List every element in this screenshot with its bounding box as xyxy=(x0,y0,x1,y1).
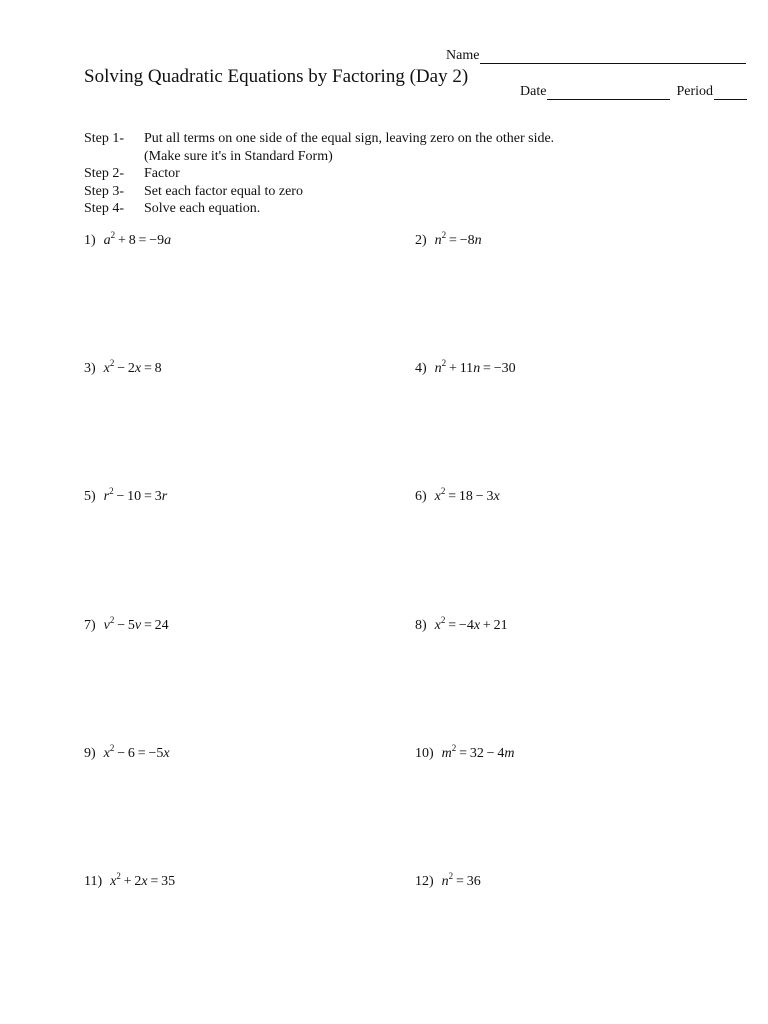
name-blank[interactable] xyxy=(480,49,746,64)
step-row xyxy=(84,183,554,201)
problem-number: 12) xyxy=(415,874,434,889)
problem-number: 9) xyxy=(84,746,96,761)
problem-4 xyxy=(415,358,516,377)
problem-equation: $n^2 + 11n = -30$ xyxy=(434,358,516,376)
problem-7 xyxy=(84,615,169,634)
problem-number: 2) xyxy=(415,233,427,248)
step-label: Step 2- xyxy=(84,166,125,181)
period-blank[interactable] xyxy=(714,85,747,100)
name-label: Name xyxy=(446,48,480,63)
problem-equation: $r^2 - 10 = 3r$ xyxy=(103,486,168,504)
step-text: Solve each equation. xyxy=(144,201,261,216)
step-label xyxy=(84,148,144,166)
problem-11 xyxy=(84,871,176,890)
problem-6 xyxy=(415,486,500,505)
step-text: Factor xyxy=(144,166,180,181)
date-blank[interactable] xyxy=(547,85,670,100)
worksheet-title: Solving Quadratic Equations by Factoring (Day 2) xyxy=(84,66,469,87)
date-period-fields xyxy=(520,84,747,100)
problem-5 xyxy=(84,486,168,505)
problem-number: 5) xyxy=(84,489,96,504)
instructions xyxy=(84,130,554,218)
problem-10 xyxy=(415,743,515,762)
step-row xyxy=(84,148,554,166)
problem-equation: $v^2 - 5v = 24$ xyxy=(103,615,169,633)
problem-equation: $x^2 - 6 = -5x$ xyxy=(103,743,170,761)
problem-equation: $x^2 = -4x + 21$ xyxy=(434,615,508,633)
step-text: Set each factor equal to zero xyxy=(144,183,303,199)
step-row xyxy=(84,165,554,183)
step-text: Put all terms on one side of the equal sign, leaving zero on the other side. xyxy=(144,131,555,146)
problem-number: 4) xyxy=(415,361,427,376)
period-label: Period xyxy=(676,84,713,99)
problem-number: 1) xyxy=(84,233,96,248)
name-field[interactable] xyxy=(446,48,746,64)
problem-equation: $x^2 - 2x = 8$ xyxy=(103,358,162,376)
problem-equation: $a^2 + 8 = -9a$ xyxy=(103,230,172,248)
date-label: Date xyxy=(520,84,547,99)
problem-9 xyxy=(84,743,170,762)
problem-2 xyxy=(415,230,482,249)
problem-number: 8) xyxy=(415,618,427,633)
problem-equation: $m^2 = 32 - 4m$ xyxy=(441,743,515,761)
step-label: Step 4- xyxy=(84,201,125,216)
step-label: Step 3- xyxy=(84,183,125,199)
step-row xyxy=(84,130,554,148)
problem-equation: $x^2 + 2x = 35$ xyxy=(110,871,176,889)
step-label: Step 1- xyxy=(84,131,125,146)
problem-equation: $n^2 = -8n$ xyxy=(434,230,482,248)
problem-equation: $n^2 = 36$ xyxy=(441,871,481,889)
problem-1 xyxy=(84,230,172,249)
step-row xyxy=(84,200,554,218)
problem-number: 11) xyxy=(84,874,103,889)
problem-3 xyxy=(84,358,162,377)
problem-number: 7) xyxy=(84,618,96,633)
problem-number: 3) xyxy=(84,361,96,376)
step-text: (Make sure it's in Standard Form) xyxy=(144,148,333,164)
problem-equation: $x^2 = 18 - 3x$ xyxy=(434,486,500,504)
problem-number: 6) xyxy=(415,489,427,504)
problem-number: 10) xyxy=(415,746,434,761)
problem-8 xyxy=(415,615,508,634)
problem-12 xyxy=(415,871,481,890)
